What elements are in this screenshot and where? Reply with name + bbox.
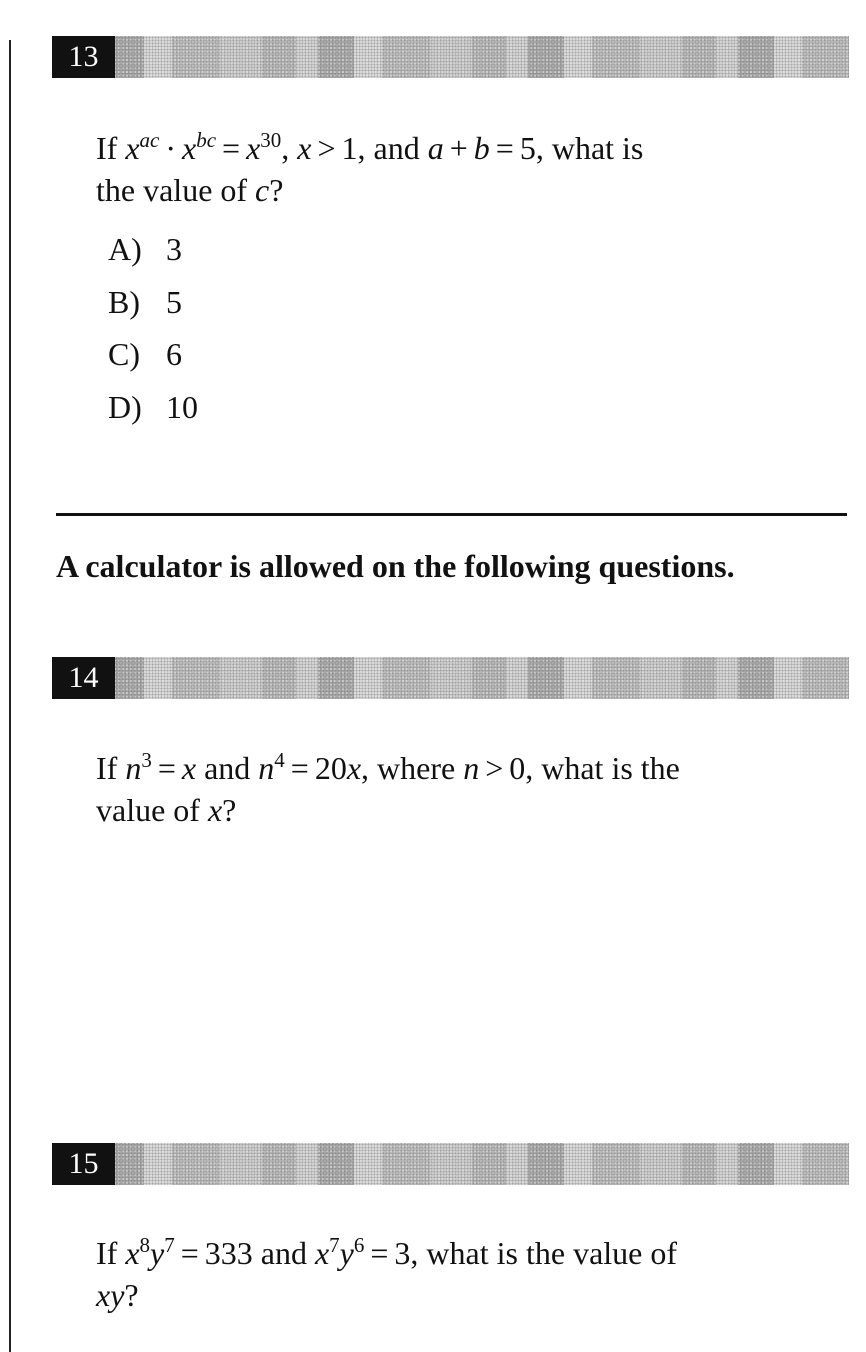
choice-letter: C) <box>108 336 140 372</box>
choice-c[interactable] <box>108 330 198 383</box>
question-14-header-bar <box>52 657 849 699</box>
choice-b[interactable] <box>108 278 198 331</box>
question-14-number: 14 <box>52 657 115 699</box>
question-13-header-bar <box>52 36 849 78</box>
section-divider <box>56 513 847 516</box>
question-13-number: 13 <box>52 36 115 78</box>
question-13-text: If $x^{ac} \cdot x^{bc} = x^{30}$, x > 1, and a + b = 5, what is the value of c? <box>96 128 644 208</box>
left-margin-rule <box>9 40 11 1352</box>
choice-a[interactable] <box>108 225 198 278</box>
question-13-choices <box>108 225 198 435</box>
choice-letter: A) <box>108 231 142 267</box>
question-15-header-bar <box>52 1143 849 1185</box>
question-15-number: 15 <box>52 1143 115 1185</box>
choice-letter: B) <box>108 283 140 320</box>
calculator-allowed-note: A calculator is allowed on the following questions. <box>56 548 735 584</box>
question-14-text: If $n^3 = x$ and $n^4 = 20x$, where n > 0, what is the value of x? <box>96 748 680 828</box>
question-15-text: If $x^8y^7 = 333$ and $x^7y^6 = 3$, what is the value of xy? <box>96 1233 678 1313</box>
choice-value: 6 <box>166 336 182 372</box>
choice-value: 10 <box>166 388 198 425</box>
choice-value: 5 <box>166 283 182 320</box>
choice-letter: D) <box>108 388 142 425</box>
choice-d[interactable] <box>108 383 198 436</box>
choice-value: 3 <box>166 231 182 267</box>
